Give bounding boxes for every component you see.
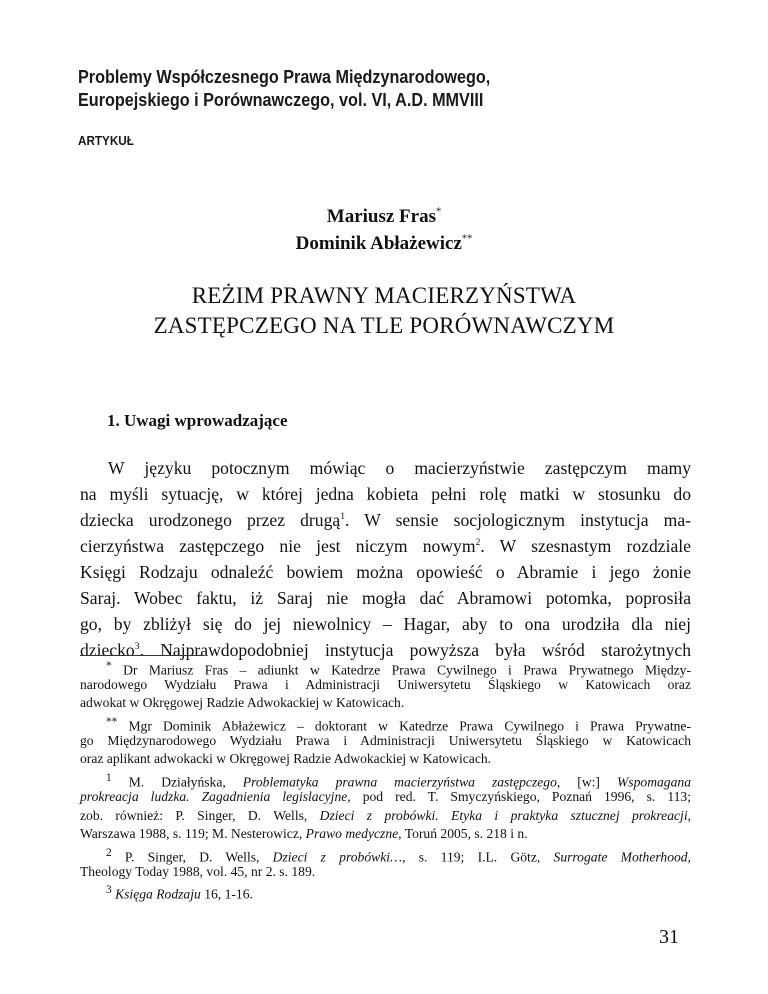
body-line: dziecka urodzonego przez drugą$^1$. W sensie socjologicznym instytucja ma- <box>80 510 692 530</box>
journal-title-line-2: Europejskiego i Porównawczego, vol. VI, A.D. MMVIII <box>78 90 484 110</box>
footnote-mark: * <box>106 660 112 672</box>
article-title-line-1: REŻIM PRAWNY MACIERZYŃSTWA <box>191 283 577 308</box>
body-paragraph <box>80 455 691 663</box>
footnote-line: Warszawa 1988, s. 119; M. Nesterowicz, Prawo medyczne, Toruń 2005, s. 218 i n. <box>80 826 528 842</box>
footnote-mark: 2 <box>106 846 112 859</box>
article-title-line-2: ZASTĘPCZEGO NA TLE PORÓWNAWCZYM <box>153 313 615 338</box>
section-heading: 1. Uwagi wprowadzające <box>107 411 288 430</box>
article-title <box>0 281 768 341</box>
footnote-line: $^2$ P. Singer, D. Wells, Dzieci z probówki…, s. 119; I.L. Götz, Surrogate Motherhood, <box>106 846 691 865</box>
footnote-line: oraz aplikant adwokacki w Okręgowej Radzie Adwokackiej w Katowicach. <box>80 751 492 767</box>
authors <box>0 203 768 257</box>
footnote-ref-1[interactable]: 1 <box>340 511 346 523</box>
footnote-line: prokreacja ludzka. Zagadnienia legislacyjne, pod red. T. Smyczyńskiego, Poznań 1996, s. 113; <box>80 788 691 804</box>
footnote-ref-3[interactable]: 3 <box>134 641 140 653</box>
footnote-line: * Dr Mariusz Fras – adiunkt w Katedrze Prawa Cywilnego i Prawa Prywatnego Między- <box>106 660 691 678</box>
footnote-line: go Międzynarodowego Wydziału Prawa i Administracji Uniwersytetu Śląskiego w Katowicach <box>80 732 691 748</box>
journal-title-line-1: Problemy Współczesnego Prawa Międzynarodowego, <box>78 67 491 87</box>
body-line: na myśli sytuację, w której jedna kobieta pełni rolę matki w stosunku do <box>80 484 691 504</box>
footnote-line: $^1$ M. Działyńska, Problematyka prawna macierzyństwa zastępczego, [w:] Wspomagana <box>106 772 691 790</box>
footnote-line: ** Mgr Dominik Abłażewicz – doktorant w Katedrze Prawa Cywilnego i Prawa Prywatne- <box>106 716 691 734</box>
footnote-line: $^3$ Księga Rodzaju 16, 1-16. <box>106 884 253 902</box>
author-1: Mariusz Fras* <box>326 206 442 227</box>
footnote-separator <box>80 655 204 656</box>
footnote-line: zob. również: P. Singer, D. Wells, Dzieci z probówki. Etyka i praktyka sztucznej prokreacji, <box>80 807 691 823</box>
author-2-footnote-mark[interactable]: ** <box>461 233 473 245</box>
body-line: W języku potocznym mówiąc o macierzyństwie zastępczym mamy <box>108 458 691 478</box>
footnote-line: adwokat w Okręgowej Radzie Adwokackiej w Katowicach. <box>80 695 405 711</box>
footnote-mark: 1 <box>106 772 112 785</box>
footnote-mark: ** <box>106 716 118 729</box>
body-line: cierzyństwa zastępczego nie jest niczym nowym$^2$. W szesnastym rozdziale <box>80 536 691 556</box>
footnote-line: narodowego Wydziału Prawa i Administracji Uniwersytetu Śląskiego w Katowicach oraz <box>80 676 691 692</box>
body-line: Saraj. Wobec faktu, iż Saraj nie mogła dać Abramowi potomka, poprosiła <box>80 588 691 608</box>
body-line: go, by zbliżył się do jej niewolnicy – Hagar, aby to ona urodziła dla niej <box>80 614 691 634</box>
body-line: dziecko$^3$. Najprawdopodobniej instytucja powyższa była wśród starożytnych <box>80 640 691 660</box>
footnotes <box>80 657 691 900</box>
section-label: ARTYKUŁ <box>78 133 134 148</box>
footnote-mark: 3 <box>106 884 112 897</box>
footnote-ref-2[interactable]: 2 <box>475 537 481 549</box>
author-2: Dominik Abłażewicz** <box>295 233 473 254</box>
journal-header <box>78 66 636 112</box>
body-line: Księgi Rodzaju odnaleźć bowiem można opowieść o Abramie i jego żonie <box>80 562 691 582</box>
page-number: 31 <box>659 926 679 948</box>
author-1-footnote-mark[interactable]: * <box>436 206 442 218</box>
footnote-line: Theology Today 1988, vol. 45, nr 2. s. 189. <box>80 863 316 879</box>
